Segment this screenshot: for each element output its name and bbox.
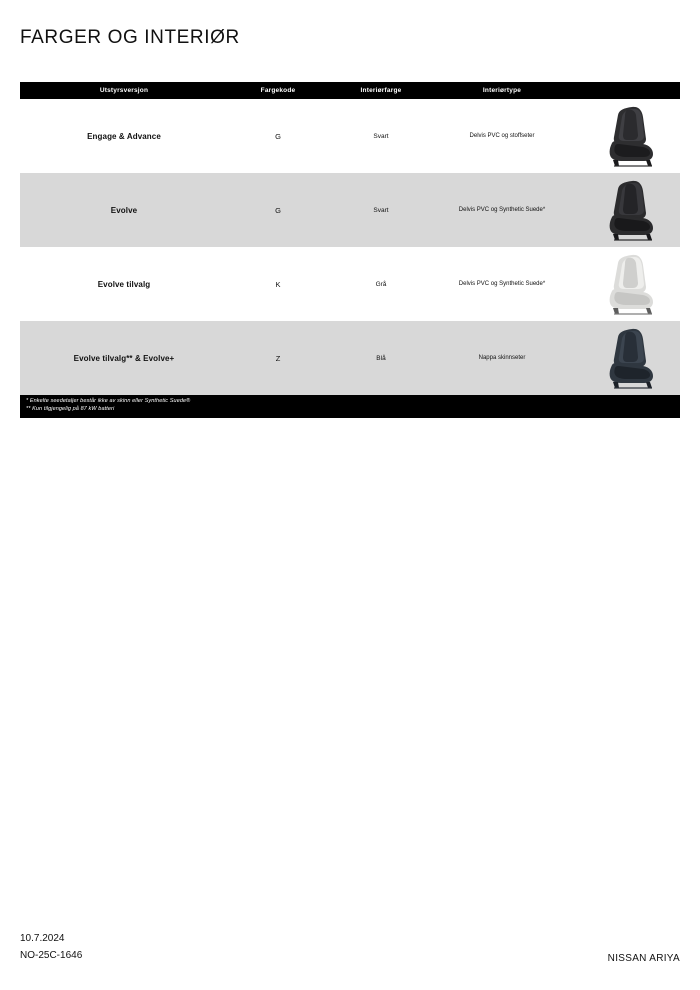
footer-reference: NO-25C-1646 [20,950,83,961]
table-footnotes [20,395,680,418]
seat-grey-suede-icon [588,251,662,317]
table-row [20,173,680,247]
table-header-color-code: Fargekode [260,87,296,94]
table-row [20,247,680,321]
cell-color-code: G [275,131,281,141]
table-header-version: Utstyrsversjon [99,87,149,94]
footer-brand: NISSAN ARIYA [607,953,680,964]
cell-color-code: G [275,205,281,215]
cell-version: Evolve tilvalg** & Evolve+ [73,353,175,363]
cell-seat-image [570,173,680,247]
seat-black-suede-icon [588,177,662,243]
cell-interior-type: Delvis PVC og Synthetic Suede* [458,281,546,287]
cell-seat-image [570,321,680,395]
footnote-2: ** Kun tilgjengelig på 87 kW batteri [26,405,115,412]
cell-version: Engage & Advance [87,131,161,141]
interior-table [20,82,680,418]
cell-interior-type: Delvis PVC og Synthetic Suede* [458,207,546,213]
cell-interior-type: Delvis PVC og stoffseter [469,133,535,139]
footnote-1: * Enkelte seedetaljer består ikke av skinn eller Synthetic Suede® [26,398,191,404]
page-title: FARGER OG INTERIØR [20,27,240,48]
table-header-row [20,82,680,99]
cell-color-code: K [275,279,281,289]
cell-interior-color: Blå [376,354,386,362]
footer-date: 10.7.2024 [20,933,65,944]
cell-interior-color: Grå [375,280,387,288]
cell-seat-image [570,247,680,321]
cell-seat-image [570,99,680,173]
cell-version: Evolve [110,205,138,215]
table-header-interior-color: Interiørfarge [360,87,402,94]
cell-interior-color: Svart [373,132,389,140]
seat-black-fabric-icon [588,103,662,169]
table-header-interior-type: Interiørtype [482,87,522,94]
table-row [20,321,680,395]
cell-version: Evolve tilvalg [97,279,151,289]
cell-interior-color: Svart [373,206,389,214]
table-row [20,99,680,173]
cell-interior-type: Nappa skinnseter [478,355,526,361]
seat-blue-nappa-icon [588,325,662,391]
footer-left [20,930,82,964]
cell-color-code: Z [275,353,281,363]
